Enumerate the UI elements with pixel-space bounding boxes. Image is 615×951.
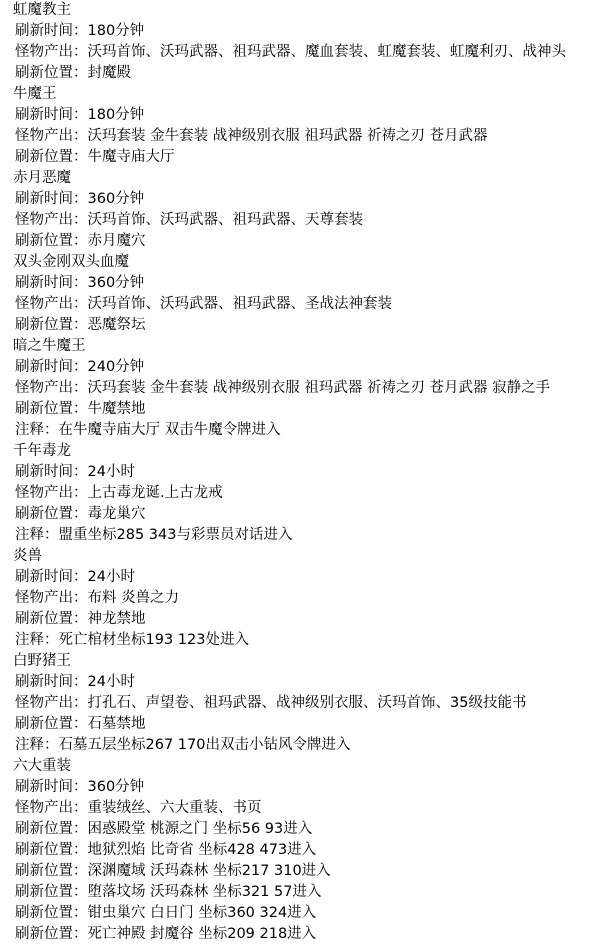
boss-detail-line: 刷新位置：困惑殿堂 桃源之门 坐标56 93进入: [15, 821, 313, 837]
boss-detail-line: 刷新位置：地狱烈焰 比奇省 坐标428 473进入: [15, 842, 317, 858]
boss-detail-line: 刷新时间：180分钟: [15, 107, 145, 123]
boss-entry: [13, 0, 615, 84]
boss-name: 双头金刚双头血魔: [13, 254, 129, 270]
boss-detail-line: 刷新位置：赤月魔穴: [15, 233, 146, 249]
boss-name: 虹魔教主: [13, 2, 71, 18]
boss-detail-line: 刷新位置：牛魔禁地: [15, 401, 146, 417]
boss-detail-line: 怪物产出：布料 炎兽之力: [15, 590, 180, 606]
boss-detail-line: 怪物产出：沃玛套装 金牛套装 战神级别衣服 祖玛武器 祈祷之刃 苍月武器: [15, 128, 488, 144]
boss-detail-line: 怪物产出：沃玛首饰、沃玛武器、祖玛武器、圣战法神套装: [15, 296, 392, 312]
boss-detail-line: 刷新时间：24小时: [15, 674, 135, 690]
boss-detail-line: 刷新时间：360分钟: [15, 275, 145, 291]
boss-detail-line: 刷新位置：死亡神殿 封魔谷 坐标209 218进入: [15, 926, 317, 942]
boss-detail-line: 刷新时间：180分钟: [15, 23, 145, 39]
boss-detail-line: 刷新位置：封魔殿: [15, 65, 131, 81]
boss-detail-line: 刷新时间：24小时: [15, 464, 135, 480]
boss-entry: [13, 756, 615, 945]
boss-detail-line: 怪物产出：重装绒丝、六大重装、书页: [15, 800, 262, 816]
boss-entry: [13, 84, 615, 168]
boss-detail-line: 刷新位置：石墓禁地: [15, 716, 146, 732]
boss-detail-line: 刷新位置：神龙禁地: [15, 611, 146, 627]
boss-detail-line: 刷新位置：恶魔祭坛: [15, 317, 146, 333]
boss-entry: [13, 546, 615, 651]
boss-detail-line: 怪物产出：沃玛套装 金牛套装 战神级别衣服 祖玛武器 祈祷之刃 苍月武器 寂静之手: [15, 380, 551, 396]
boss-name: 六大重装: [13, 758, 71, 774]
boss-detail-line: 刷新位置：深渊魔域 沃玛森林 坐标217 310进入: [15, 863, 331, 879]
boss-name: 炎兽: [13, 548, 42, 564]
boss-entry: [13, 252, 615, 336]
boss-entry: [13, 441, 615, 546]
boss-name: 千年毒龙: [13, 443, 71, 459]
boss-name: 牛魔王: [13, 86, 57, 102]
boss-detail-line: 刷新时间：360分钟: [15, 191, 145, 207]
boss-detail-line: 注释：石墓五层坐标267 170出双击小钻风令牌进入: [15, 737, 351, 753]
boss-name: 白野猪王: [13, 653, 71, 669]
boss-detail-line: 刷新位置：钳虫巢穴 白日门 坐标360 324进入: [15, 905, 317, 921]
boss-detail-line: 刷新时间：360分钟: [15, 779, 145, 795]
boss-detail-line: 怪物产出：沃玛首饰、沃玛武器、祖玛武器、天尊套装: [15, 212, 363, 228]
boss-name: 暗之牛魔王: [13, 338, 86, 354]
boss-detail-line: 注释：盟重坐标285 343与彩票员对话进入: [15, 527, 293, 543]
boss-name: 赤月恶魔: [13, 170, 71, 186]
boss-info-document: [13, 0, 615, 945]
boss-detail-line: 刷新时间：240分钟: [15, 359, 145, 375]
boss-entry: [13, 651, 615, 756]
boss-detail-line: 怪物产出：沃玛首饰、沃玛武器、祖玛武器、魔血套装、虹魔套装、虹魔利刃、战神头: [15, 44, 566, 60]
boss-detail-line: 刷新位置：牛魔寺庙大厅: [15, 149, 175, 165]
boss-detail-line: 怪物产出：上古毒龙诞.上古龙戒: [15, 485, 223, 501]
boss-detail-line: 刷新位置：毒龙巢穴: [15, 506, 146, 522]
boss-detail-line: 刷新位置：堕落坟场 沃玛森林 坐标321 57进入: [15, 884, 322, 900]
boss-entry: [13, 336, 615, 441]
boss-detail-line: 注释：死亡棺材坐标193 123处进入: [15, 632, 249, 648]
boss-detail-line: 刷新时间：24小时: [15, 569, 135, 585]
boss-detail-line: 怪物产出：打孔石、声望卷、祖玛武器、战神级别衣服、沃玛首饰、35级技能书: [15, 695, 527, 711]
boss-detail-line: 注释：在牛魔寺庙大厅 双击牛魔令牌进入: [15, 422, 281, 438]
boss-entry: [13, 168, 615, 252]
